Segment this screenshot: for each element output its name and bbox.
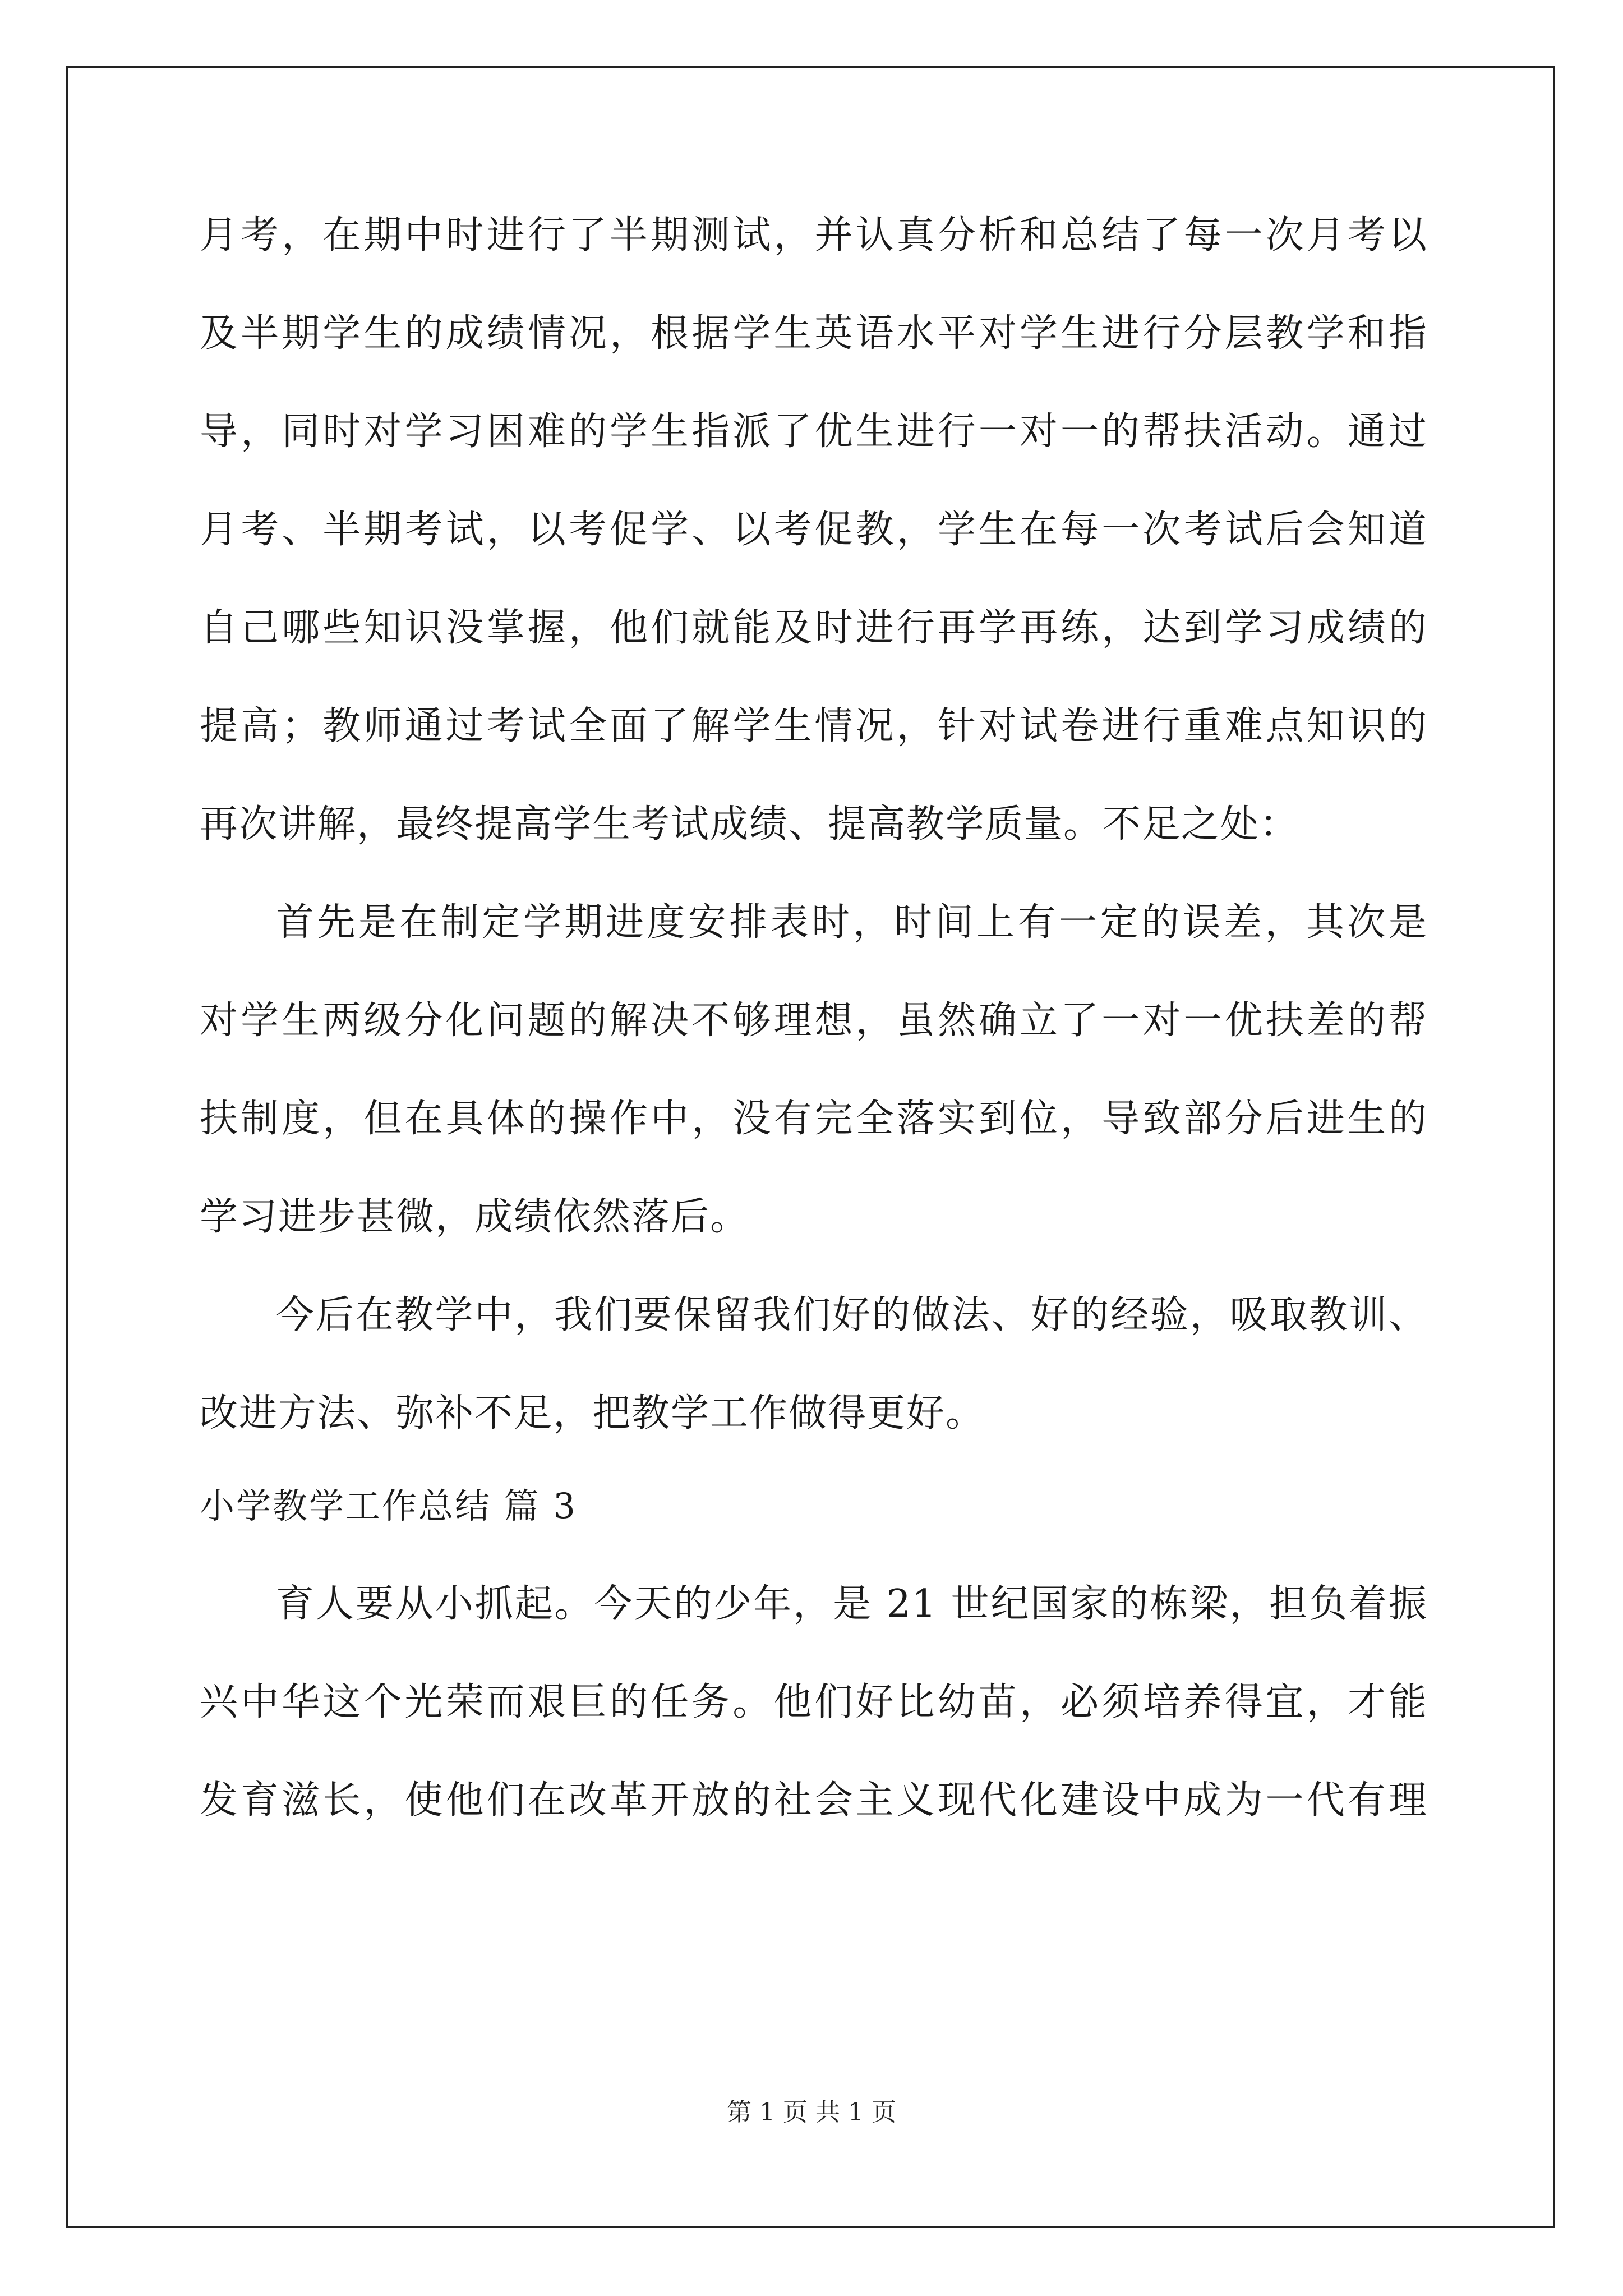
paragraph-line: 自己哪些知识没掌握，他们就能及时进行再学再练，达到学习成绩的 xyxy=(200,606,1428,650)
paragraph-line: 扶制度，但在具体的操作中，没有完全落实到位，导致部分后进生的 xyxy=(200,1097,1428,1141)
paragraph-line: 学习进步甚微，成绩依然落后。 xyxy=(200,1195,750,1239)
paragraph-line: 及半期学生的成绩情况，根据学生英语水平对学生进行分层教学和指 xyxy=(200,311,1428,356)
paragraph-line: 再次讲解，最终提高学生考试成绩、提高教学质量。不足之处： xyxy=(200,802,1299,846)
paragraph-line: 兴中华这个光荣而艰巨的任务。他们好比幼苗，必须培养得宜，才能 xyxy=(200,1680,1428,1724)
paragraph-line: 育人要从小抓起。今天的少年，是 21 世纪国家的栋梁，担负着振 xyxy=(276,1582,1428,1626)
page-footer: 第 1 页 共 1 页 xyxy=(727,2098,896,2127)
paragraph-line: 月考，在期中时进行了半期测试，并认真分析和总结了每一次月考以 xyxy=(200,213,1428,257)
paragraph-line: 首先是在制定学期进度安排表时，时间上有一定的误差，其次是 xyxy=(276,900,1428,945)
page-border xyxy=(66,66,1555,2228)
section-heading: 小学教学工作总结 篇 3 xyxy=(200,1485,577,1526)
paragraph-line: 对学生两级分化问题的解决不够理想，虽然确立了一对一优扶差的帮 xyxy=(200,999,1428,1043)
paragraph-line: 提高；教师通过考试全面了解学生情况，针对试卷进行重难点知识的 xyxy=(200,704,1428,748)
paragraph-line: 月考、半期考试，以考促学、以考促教，学生在每一次考试后会知道 xyxy=(200,508,1428,552)
paragraph-line: 发育滋长，使他们在改革开放的社会主义现代化建设中成为一代有理 xyxy=(200,1778,1428,1823)
paragraph-line: 导，同时对学习困难的学生指派了优生进行一对一的帮扶活动。通过 xyxy=(200,409,1428,454)
paragraph-line: 今后在教学中，我们要保留我们好的做法、好的经验，吸取教训、 xyxy=(276,1293,1428,1337)
paragraph-line: 改进方法、弥补不足，把教学工作做得更好。 xyxy=(200,1391,985,1435)
